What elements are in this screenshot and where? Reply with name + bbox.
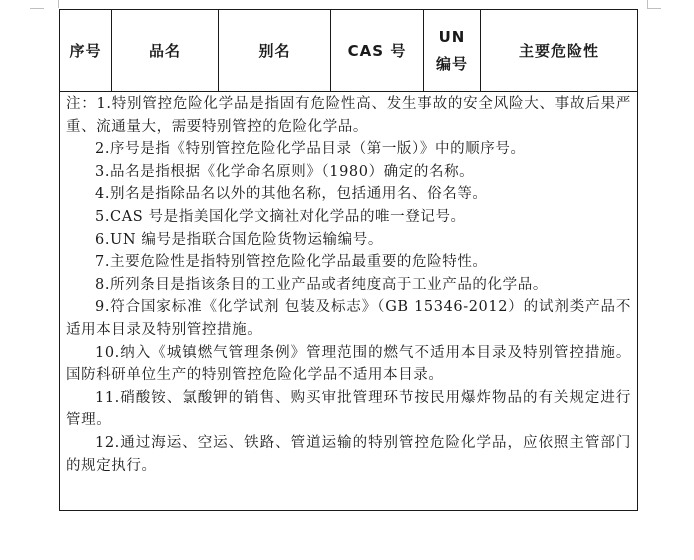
note-item: 8.所列条目是指该条目的工业产品或者纯度高于工业产品的化学品。 — [95, 276, 548, 293]
header-un-line2: 编号 — [435, 54, 468, 73]
notes-cell — [60, 92, 638, 511]
note-item: 5.CAS 号是指美国化学文摘社对化学品的唯一登记号。 — [95, 208, 466, 225]
note-item: 9.符合国家标准《化学试剂 包装及标志》（GB 15346-2012）的试剂类产品不适用本目录及特别管控措施。 — [66, 299, 631, 338]
crop-mark-top-left-horizontal — [30, 8, 44, 9]
crop-mark-top-left — [44, 0, 59, 8]
note-item: 注：1.特别管控危险化学品是指固有危险性高、发生事故的安全风险大、事故后果严重、流通量大，需要特别管控的危险化学品。 — [66, 96, 631, 135]
crop-mark-top-right-horizontal — [647, 8, 661, 9]
header-cas: CAS 号 — [331, 10, 424, 92]
note-item: 4.别名是指除品名以外的其他名称，包括通用名、俗名等。 — [95, 186, 488, 203]
note-item: 11.硝酸铵、氯酸钾的销售、购买审批管理环节按民用爆炸物品的有关规定进行管理。 — [66, 389, 631, 429]
crop-mark-top-right — [647, 0, 662, 8]
note-item: 6.UN 编号是指联合国危险货物运输编号。 — [95, 231, 383, 248]
header-un — [424, 10, 481, 92]
header-alias: 别名 — [219, 10, 331, 92]
hazard-chemicals-table — [59, 9, 638, 511]
header-un-line1: UN — [438, 27, 466, 46]
note-item: 7.主要危险性是指特别管控危险化学品最重要的危险特性。 — [95, 254, 488, 271]
header-name: 品名 — [112, 10, 219, 92]
note-item: 10.纳入《城镇燃气管理条例》管理范围的燃气不适用本目录及特别管控措施。国防科研单位生产的特别管控危险化学品不适用本目录。 — [66, 344, 631, 384]
header-hazard: 主要危险性 — [481, 10, 638, 92]
table-header-row — [60, 10, 638, 92]
header-seq: 序号 — [60, 10, 112, 92]
note-item: 12.通过海运、空运、铁路、管道运输的特别管控危险化学品，应依照主管部门的规定执行。 — [66, 434, 631, 474]
note-item: 3.品名是指根据《化学命名原则》（1980）确定的名称。 — [95, 163, 475, 180]
notes-list — [60, 92, 637, 477]
notes-row — [60, 92, 638, 511]
note-item: 2.序号是指《特别管控危险化学品目录（第一版）》中的顺序号。 — [95, 141, 526, 158]
